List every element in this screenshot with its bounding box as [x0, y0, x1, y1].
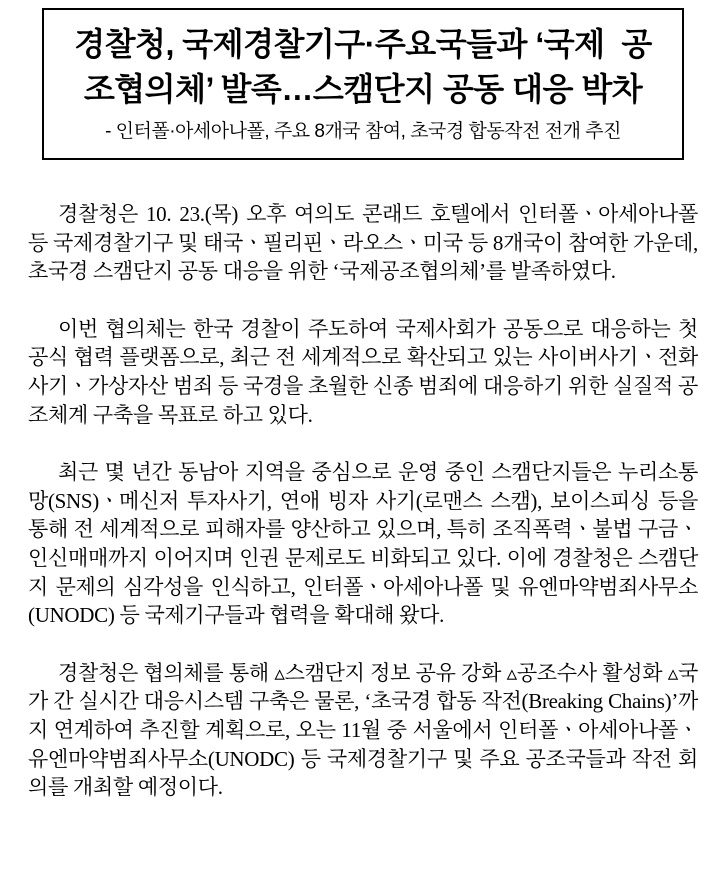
body-paragraph-3: 최근 몇 년간 동남아 지역을 중심으로 운영 중인 스캠단지들은 누리소통망(SNS)ㆍ메신저 투자사기, 연애 빙자 사기(로맨스 스캠), 보이스피싱 등을 통해 전 세계적으로 피해자를 양산하고 있으며, 특히 조직폭력ㆍ불법 구금ㆍ인신매매까지 이어지며 인권 문제로도 비화되고 있다. 이에 경찰청은 스캠단지 문제의 심각성을 인식하고, 인터폴ㆍ아세아나폴 및 유엔마약범죄사무소(UNODC) 등 국제기구들과 협력을 확대해 왔다. — [28, 460, 698, 628]
body-paragraph-2: 이번 협의체는 한국 경찰이 주도하여 국제사회가 공동으로 대응하는 첫 공식 협력 플랫폼으로, 최근 전 세계적으로 확산되고 있는 사이버사기ㆍ전화사기ㆍ가상자산 범죄 등 국경을 초월한 신종 범죄에 대응하기 위한 실질적 공조체계 구축을 목표로 하고 있다. — [28, 316, 698, 427]
body-paragraph-4: 경찰청은 협의체를 통해 ▵스캠단지 정보 공유 강화 ▵공조수사 활성화 ▵국가 간 실시간 대응시스템 구축은 물론, ‘초국경 합동 작전(Breaking Chains)’까지 연계하여 추진할 계획으로, 오는 11월 중 서울에서 인터폴ㆍ아세아나폴ㆍ유엔마약범죄사무소(UNODC) 등 국제경찰기구 및 주요 공조국들과 작전 회의를 개최할 예정이다. — [28, 660, 698, 800]
document-title: 경찰청, 국제경찰기구·주요국들과 ‘국제 공조협의체’ 발족…스캠단지 공동 대응 박차 — [74, 26, 652, 107]
title-box — [42, 8, 684, 160]
document-body — [28, 200, 698, 802]
document-subtitle: - 인터폴·아세아나폴, 주요 8개국 참여, 초국경 합동작전 전개 추진 — [105, 121, 621, 142]
body-paragraph-1: 경찰청은 10. 23.(목) 오후 여의도 콘래드 호텔에서 인터폴ㆍ아세아나폴 등 국제경찰기구 및 태국ㆍ필리핀ㆍ라오스ㆍ미국 등 8개국이 참여한 가운데, 초국경 스캠단지 공동 대응을 위한 ‘국제공조협의체’를 발족하였다. — [28, 202, 698, 284]
